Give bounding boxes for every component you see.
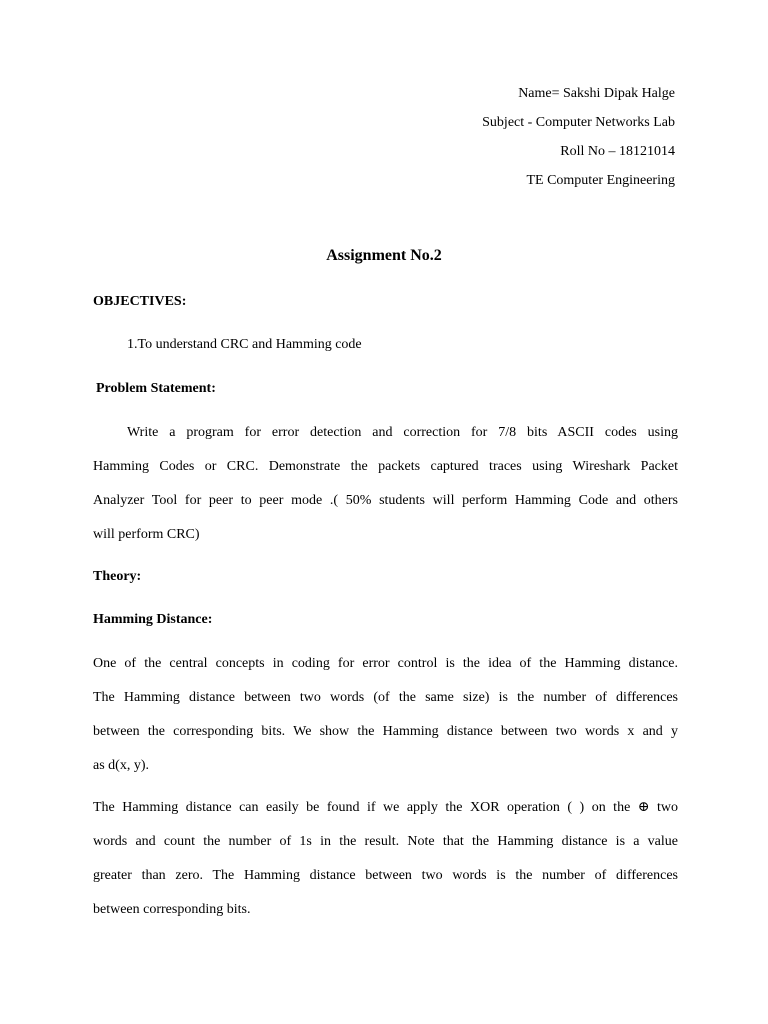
hamming-distance-heading: Hamming Distance:: [93, 612, 213, 627]
theory-line: greater than zero. The Hamming distance between two words is the number of differences: [93, 868, 678, 883]
problem-line: Write a program for error detection and correction for 7/8 bits ASCII codes using: [127, 425, 678, 440]
roll-number: Roll No – 18121014: [560, 144, 675, 159]
theory-heading: Theory:: [93, 569, 142, 584]
theory-line: words and count the number of 1s in the result. Note that the Hamming distance is a value: [93, 834, 678, 849]
problem-line: will perform CRC): [93, 527, 200, 542]
theory-line: The Hamming distance can easily be found if we apply the XOR operation ( ) on the ⊕ two: [93, 800, 678, 815]
problem-line: Analyzer Tool for peer to peer mode .( 50% students will perform Hamming Code and others: [93, 493, 678, 508]
assignment-title: Assignment No.2: [326, 247, 442, 264]
subject-line: Subject - Computer Networks Lab: [482, 115, 675, 130]
department-line: TE Computer Engineering: [526, 173, 675, 188]
theory-paragraph-1: [93, 647, 678, 783]
theory-line: One of the central concepts in coding for error control is the idea of the Hamming distance.: [93, 656, 678, 671]
objectives-heading: OBJECTIVES:: [93, 294, 187, 309]
problem-statement-heading: Problem Statement:: [96, 381, 216, 396]
student-name: Name= Sakshi Dipak Halge: [518, 86, 675, 101]
theory-line: The Hamming distance between two words (of the same size) is the number of differences: [93, 690, 678, 705]
problem-statement-paragraph: [93, 416, 678, 552]
theory-line: between the corresponding bits. We show the Hamming distance between two words x and y: [93, 724, 678, 739]
problem-line: Hamming Codes or CRC. Demonstrate the packets captured traces using Wireshark Packet: [93, 459, 678, 474]
theory-line: as d(x, y).: [93, 758, 149, 773]
theory-line: between corresponding bits.: [93, 902, 251, 917]
theory-paragraph-2: [93, 791, 678, 927]
objective-item-1: 1.To understand CRC and Hamming code: [127, 337, 362, 352]
